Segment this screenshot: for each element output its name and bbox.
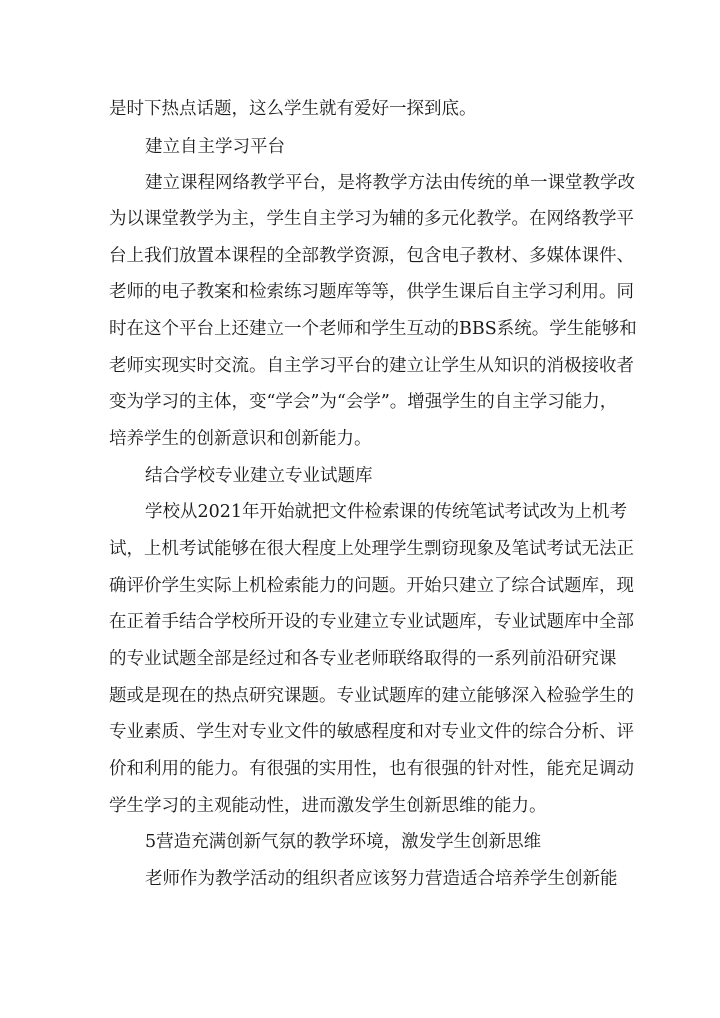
paragraph-line: 专业素质、学生对专业文件的敏感程度和对专业文件的综合分析、评 — [109, 722, 634, 742]
paragraph-line: 试，上机考试能够在很大程度上处理学生剽窃现象及笔试考试无法正 — [109, 539, 634, 559]
paragraph-line: 是时下热点话题，这么学生就有爱好一探到底。 — [109, 99, 477, 119]
paragraph-line: 学校从2021年开始就把文件检索课的传统笔试考试改为上机考 — [145, 502, 628, 522]
paragraph-line: 在正着手结合学校所开设的专业建立专业试题库，专业试题库中全部 — [109, 612, 634, 632]
paragraph-line: 建立课程网络教学平台，是将教学方法由传统的单一课堂教学改 — [145, 173, 635, 193]
paragraph-line: 老师的电子教案和检索练习题库等等，供学生课后自主学习利用。同 — [109, 282, 634, 302]
paragraph-line: 老师作为教学活动的组织者应该努力营造适合培养学生创新能 — [145, 869, 618, 889]
paragraph-line: 老师实现实时交流。自主学习平台的建立让学生从知识的消极接收者 — [109, 356, 634, 376]
paragraph-line: 时在这个平台上还建立一个老师和学生互动的BBS系统。学生能够和 — [109, 319, 637, 339]
paragraph-line: 台上我们放置本课程的全部教学资源，包含电子教材、多媒体课件、 — [109, 246, 634, 266]
section-heading: 建立自主学习平台 — [145, 137, 285, 157]
paragraph-line: 的专业试题全部是经过和各专业老师联络取得的一系列前沿研究课 — [109, 649, 617, 669]
paragraph-line: 学生学习的主观能动性，进而激发学生创新思维的能力。 — [109, 796, 547, 816]
section-heading: 5营造充满创新气氛的教学环境，激发学生创新思维 — [145, 832, 542, 852]
paragraph-line: 题或是现在的热点研究课题。专业试题库的建立能够深入检验学生的 — [109, 686, 634, 706]
paragraph-line: 确评价学生实际上机检索能力的问题。开始只建立了综合试题库，现 — [109, 576, 634, 596]
paragraph-line: 为以课堂教学为主，学生自主学习为辅的多元化教学。在网络教学平 — [109, 209, 634, 229]
section-heading: 结合学校专业建立专业试题库 — [145, 466, 373, 486]
paragraph-line: 价和利用的能力。有很强的实用性，也有很强的针对性，能充足调动 — [109, 759, 634, 779]
paragraph-line: 变为学习的主体，变“学会”为“会学”。增强学生的自主学习能力， — [109, 392, 618, 412]
paragraph-line: 培养学生的创新意识和创新能力。 — [109, 429, 372, 449]
